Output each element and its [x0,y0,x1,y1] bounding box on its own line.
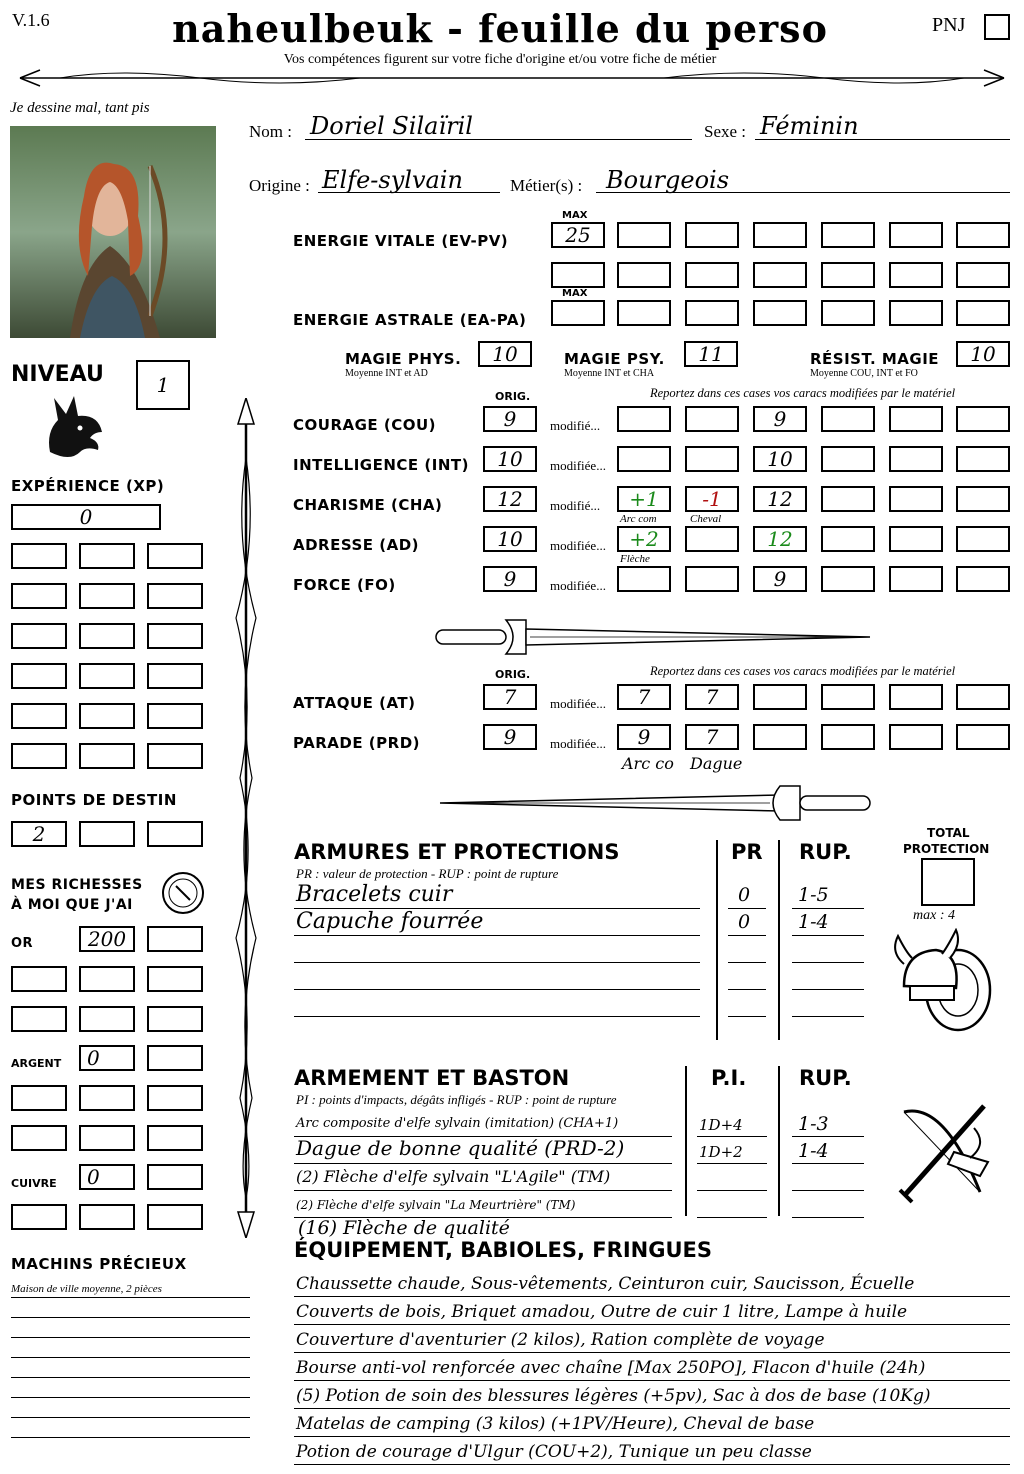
armor-row-line [294,935,700,936]
weapon-pi-line [697,1190,767,1191]
wealth-box[interactable] [11,1006,67,1032]
weapons-col-divider-2 [778,1066,780,1216]
combat-orig-label: ORIG. [495,668,531,681]
ev-box[interactable] [821,262,875,288]
stat-mod-box[interactable] [753,566,807,592]
combat-mod-value: 9 [637,725,651,749]
combat-orig-value: 9 [503,725,517,749]
wealth-box[interactable] [147,1006,203,1032]
argent-label: ARGENT [11,1057,62,1070]
armor-row-line [294,989,700,990]
ea-label: ENERGIE ASTRALE (EA-PA) [293,311,527,329]
total-protection-box[interactable] [921,858,975,906]
ea-box[interactable] [821,300,875,326]
stat-mod-box[interactable] [685,406,739,432]
magic-phys-sub: Moyenne INT et AD [345,368,428,379]
armor-pr-line [728,1016,766,1017]
stat-mod-value: -1 [702,487,722,511]
stat-orig-box[interactable] [483,566,537,592]
weapon-rup-line [792,1136,864,1137]
combat-mod-box[interactable] [956,684,1010,710]
precious-line [11,1297,250,1298]
wealth-label-line1: MES RICHESSES [11,877,143,893]
armor-item-pr[interactable]: 0 [738,884,751,906]
precious-line [11,1417,250,1418]
destiny-box-3[interactable] [147,821,203,847]
ev-box[interactable] [617,222,671,248]
sheet-title: naheulbeuk - feuille du perso [172,6,828,51]
sex-value[interactable]: Féminin [760,112,859,140]
name-label: Nom : [249,122,292,141]
combat-mod-box[interactable] [753,724,807,750]
weapon-item-rup[interactable]: 1-4 [798,1140,829,1162]
crossed-weapons-icon [884,1092,1000,1216]
sex-underline [755,139,1010,140]
stat-mod-box[interactable] [617,406,671,432]
stat-mod-value: 10 [767,447,793,471]
equipment-line [294,1436,1010,1437]
ev-box[interactable] [551,262,605,288]
combat-mod-box[interactable] [821,684,875,710]
wealth-box[interactable] [11,1085,67,1111]
stat-mod-box[interactable] [956,526,1010,552]
argent-value: 0 [87,1046,100,1070]
combat-modified-label: modifiée... [550,736,606,751]
weapon-item-name[interactable]: Arc composite d'elfe sylvain (imitation) (CHA+1) [296,1116,619,1131]
stat-mod-box[interactable] [685,526,739,552]
job-label: Métier(s) : [510,176,583,195]
combat-mod-box[interactable] [821,724,875,750]
pnj-label: PNJ [932,14,966,36]
weapon-item-name[interactable]: (2) Flèche d'elfe sylvain "La Meurtrière" (TM) [296,1198,576,1212]
magic-phys-label: MAGIE PHYS. [345,350,462,368]
ev-label: ENERGIE VITALE (EV-PV) [293,232,509,250]
combat-mod-value: 7 [637,685,651,709]
destiny-box-1[interactable] [11,821,67,847]
stat-orig-box[interactable] [483,446,537,472]
combat-mod-box[interactable] [685,724,739,750]
weapon-rup-line [792,1163,864,1164]
wealth-box[interactable] [79,966,135,992]
xp-box[interactable] [11,663,67,689]
destiny-label: POINTS DE DESTIN [11,791,177,809]
ev-max-value: 25 [565,223,591,247]
armor-rup-line [792,962,864,963]
armor-row-line [294,962,700,963]
armor-item-pr[interactable]: 0 [738,911,751,933]
stat-orig-value: 10 [497,447,523,471]
portrait-caption: Je dessine mal, tant pis [10,100,150,116]
armor-title: ARMURES ET PROTECTIONS [294,840,620,864]
wealth-box[interactable] [11,1125,67,1151]
combat-mod-value: 7 [705,725,719,749]
equipment-line [294,1296,1010,1297]
level-label: NIVEAU [11,362,104,387]
xp-box[interactable] [79,583,135,609]
weapon-row-line [294,1163,672,1164]
wealth-box[interactable] [79,1125,135,1151]
armor-row-line [294,1016,700,1017]
stat-mod-box[interactable] [821,566,875,592]
xp-box[interactable] [147,583,203,609]
precious-line [11,1317,250,1318]
ea-max-label: MAX [562,288,588,299]
stat-mod-box[interactable] [956,406,1010,432]
wealth-box[interactable] [147,966,203,992]
xp-label: EXPÉRIENCE (XP) [11,477,165,495]
wealth-box[interactable] [79,1204,135,1230]
equipment-item[interactable]: Potion de courage d'Ulgur (COU+2), Tunique un peu classe [296,1442,812,1462]
armor-pr-line [728,962,766,963]
equipment-item[interactable]: Couverts de bois, Briquet amadou, Outre de cuir 1 litre, Lampe à huile [296,1302,908,1322]
destiny-box-2[interactable] [79,821,135,847]
weapon-pi-line [697,1217,767,1218]
weapon-pi-line [697,1163,767,1164]
name-value[interactable]: Doriel Silaïril [310,112,473,140]
stat-orig-box[interactable] [483,526,537,552]
ea-box[interactable] [889,300,943,326]
coin-icon [160,870,206,916]
armor-item-rup[interactable]: 1-4 [798,911,829,933]
combat-orig-box[interactable] [483,684,537,710]
equipment-line [294,1408,1010,1409]
ea-box[interactable] [956,300,1010,326]
ev-max-label: MAX [562,210,588,221]
stat-mod-box[interactable] [821,406,875,432]
equipment-line [294,1380,1010,1381]
precious-line [11,1357,250,1358]
armor-item-name[interactable]: Capuche fourrée [296,909,484,934]
combat-mod-box[interactable] [956,724,1010,750]
dragon-head-icon [40,392,108,464]
armor-rup-line [792,989,864,990]
ev-box[interactable] [821,222,875,248]
combat-modified-label: modifiée... [550,696,606,711]
wealth-box[interactable] [147,1204,203,1230]
stat-orig-box[interactable] [483,486,537,512]
armor-rup-line [792,935,864,936]
weapon-item-name[interactable]: Dague de bonne qualité (PRD-2) [296,1136,625,1160]
armor-col-divider-1 [716,840,718,1040]
equipment-item[interactable]: Matelas de camping (3 kilos) (+1PV/Heure), Cheval de base [296,1414,815,1434]
xp-box[interactable] [11,743,67,769]
total-protection-max: max : 4 [913,908,955,923]
weapon-rup-line [792,1190,864,1191]
weapons-title: ARMEMENT ET BASTON [294,1066,570,1090]
stat-mod-value: +2 [629,527,659,551]
armor-item-rup[interactable]: 1-5 [798,884,829,906]
argent-box[interactable] [79,1045,135,1071]
wealth-box[interactable] [147,1085,203,1111]
stat-mod-box[interactable] [753,486,807,512]
stat-mod-box[interactable] [889,566,943,592]
stat-mod-box[interactable] [956,566,1010,592]
stat-mod-box[interactable] [889,526,943,552]
weapon-item-pi[interactable]: 1D+2 [699,1143,743,1161]
stat-mod-box[interactable] [617,566,671,592]
stat-label: INTELLIGENCE (INT) [293,456,469,474]
xp-value: 0 [79,505,93,529]
stat-label: FORCE (FO) [293,576,396,594]
weapons-col-divider-1 [685,1066,687,1216]
xp-main-box[interactable] [11,504,161,530]
pnj-checkbox[interactable] [984,14,1010,40]
ev-box[interactable] [685,262,739,288]
cuivre-box[interactable] [79,1164,135,1190]
stat-mod-value: +1 [629,487,659,511]
stat-mod-box[interactable] [821,446,875,472]
xp-box[interactable] [79,743,135,769]
ev-max-box[interactable] [551,222,605,248]
stat-mod-box[interactable] [889,406,943,432]
stat-mod-note: Cheval [690,513,722,525]
precious-line [11,1397,250,1398]
xp-box[interactable] [147,543,203,569]
weapon-item-name[interactable]: (2) Flèche d'elfe sylvain "L'Agile" (TM) [296,1167,611,1186]
magic-resist-sub: Moyenne COU, INT et FO [810,368,918,379]
ev-box[interactable] [685,222,739,248]
stat-mod-box[interactable] [685,486,739,512]
stat-modified-label: modifiée... [550,578,606,593]
armor-pr-line [728,935,766,936]
header-arrow-divider [0,66,1024,90]
stat-orig-value: 10 [497,527,523,551]
ea-box[interactable] [617,300,671,326]
job-underline [596,192,1010,193]
weapon-rup-line [792,1217,864,1218]
job-value[interactable]: Bourgeois [606,166,730,194]
combat-mod-value: 7 [705,685,719,709]
helmet-shield-icon [890,928,1000,1038]
weapons-rup-header: RUP. [799,1066,852,1090]
weapon-item-name[interactable]: (16) Flèche de qualité [298,1217,510,1239]
equipment-item[interactable]: Bourse anti-vol renforcée avec chaîne [Max 250PO], Flacon d'huile (24h) [296,1358,926,1378]
version-label: V.1.6 [12,10,50,30]
stat-mod-value: 12 [767,487,793,511]
wealth-box[interactable] [11,1204,67,1230]
combat-label: PARADE (PRD) [293,734,421,752]
wealth-box[interactable] [147,1125,203,1151]
magic-phys-box[interactable] [478,341,532,367]
stat-mod-box[interactable] [753,526,807,552]
xp-box[interactable] [147,743,203,769]
armor-col-divider-2 [778,840,780,1040]
level-box[interactable] [136,360,190,410]
xp-box[interactable] [11,703,67,729]
equipment-line [294,1324,1010,1325]
wealth-box[interactable] [147,926,203,952]
or-label: OR [11,936,34,951]
stat-orig-box[interactable] [483,406,537,432]
origin-value[interactable]: Elfe-sylvain [322,166,463,194]
stat-modified-label: modifiée... [550,458,606,473]
magic-resist-label: RÉSIST. MAGIE [810,350,940,368]
sword-decoration-bottom [430,778,880,828]
destiny-value: 2 [32,822,46,846]
stat-label: ADRESSE (AD) [293,536,420,554]
total-protection-label-1: TOTAL [927,826,970,840]
stat-label: COURAGE (COU) [293,416,437,434]
xp-box[interactable] [79,543,135,569]
armor-rup-line [792,1016,864,1017]
combat-note-2: Dague [690,754,743,773]
stat-mod-value: 9 [773,407,787,431]
wealth-box[interactable] [11,966,67,992]
stat-mod-box[interactable] [889,446,943,472]
stat-label: CHARISME (CHA) [293,496,443,514]
xp-box[interactable] [79,623,135,649]
magic-psy-box[interactable] [684,341,738,367]
total-protection-label-2: PROTECTION [903,842,990,856]
precious-line [11,1337,250,1338]
combat-orig-value: 7 [503,685,517,709]
combat-orig-box[interactable] [483,724,537,750]
weapon-row-line [294,1190,672,1191]
cuivre-label: CUIVRE [11,1177,57,1190]
precious-line [11,1377,250,1378]
armor-pr-line [728,989,766,990]
xp-box[interactable] [11,623,67,649]
equipment-line [294,1464,1010,1465]
equipment-line [294,1352,1010,1353]
stat-mod-note: Flèche [620,553,650,565]
magic-psy-sub: Moyenne INT et CHA [564,368,655,379]
wealth-box[interactable] [147,1045,203,1071]
or-value: 200 [87,927,127,951]
armor-subtitle: PR : valeur de protection - RUP : point de rupture [296,866,559,881]
ev-box[interactable] [956,222,1010,248]
level-value: 1 [156,373,170,397]
weapon-item-rup[interactable]: 1-3 [798,1113,829,1135]
combat-mod-box[interactable] [617,724,671,750]
magic-resist-value: 10 [970,342,996,366]
sword-decoration-top [430,612,880,662]
wealth-box[interactable] [79,1006,135,1032]
stat-mod-box[interactable] [685,446,739,472]
precious-item-1[interactable]: Maison de ville moyenne, 2 pièces [11,1283,162,1295]
equipment-item[interactable]: (5) Potion de soin des blessures légères (+5pv), Sac à dos de base (10Kg) [296,1386,931,1406]
weapons-subtitle: PI : points d'impacts, dégâts infligés - RUP : point de rupture [296,1092,617,1107]
stat-mod-value: 12 [767,527,793,551]
stat-mod-box[interactable] [753,406,807,432]
equipment-title: ÉQUIPEMENT, BABIOLES, FRINGUES [294,1238,712,1262]
stat-mod-box[interactable] [617,526,671,552]
weapons-pi-header: P.I. [711,1066,747,1090]
equipment-item[interactable]: Chaussette chaude, Sous-vêtements, Ceinturon cuir, Saucisson, Écuelle [296,1274,915,1294]
ea-box[interactable] [685,300,739,326]
magic-psy-value: 11 [698,342,724,366]
stat-mod-box[interactable] [956,486,1010,512]
xp-box[interactable] [147,703,203,729]
stat-mod-value: 9 [773,567,787,591]
stat-mod-note: Arc com [620,513,657,525]
armor-pr-header: PR [731,840,763,864]
armor-rup-line [792,908,864,909]
character-portrait [10,126,216,338]
staff-decoration [228,398,264,1238]
combat-mod-box[interactable] [889,684,943,710]
ea-box[interactable] [753,300,807,326]
magic-phys-value: 10 [492,342,518,366]
stat-mod-box[interactable] [685,566,739,592]
sheet-subtitle: Vos compétences figurent sur votre fiche d'origine et/ou votre fiche de métier [283,52,717,67]
name-underline [305,139,692,140]
stat-modified-label: modifiée... [550,538,606,553]
combat-mod-box[interactable] [617,684,671,710]
origin-underline [318,192,500,193]
ev-box[interactable] [889,262,943,288]
stat-orig-value: 9 [503,407,517,431]
stat-mod-box[interactable] [617,486,671,512]
magic-resist-box[interactable] [956,341,1010,367]
stat-orig-value: 12 [497,487,523,511]
equipment-item[interactable]: Couverture d'aventurier (2 kilos), Ration complète de voyage [296,1330,825,1350]
precious-line [11,1437,250,1438]
stat-modified-label: modifié... [550,418,601,433]
origin-label: Origine : [249,176,310,195]
stat-mod-box[interactable] [821,486,875,512]
stats-report-note: Reportez dans ces cases vos caracs modifiées par le matériel [650,386,956,400]
combat-mod-box[interactable] [753,684,807,710]
stats-orig-label: ORIG. [495,390,531,403]
ev-box[interactable] [617,262,671,288]
xp-box[interactable] [11,583,67,609]
combat-note-1: Arc co [622,754,674,773]
xp-box[interactable] [11,543,67,569]
combat-mod-box[interactable] [685,684,739,710]
xp-box[interactable] [147,623,203,649]
weapon-item-pi[interactable]: 1D+4 [699,1116,743,1134]
ea-max-box[interactable] [551,300,605,326]
combat-mod-box[interactable] [889,724,943,750]
stat-mod-box[interactable] [821,526,875,552]
combat-label: ATTAQUE (AT) [293,694,416,712]
stat-modified-label: modifié... [550,498,601,513]
weapon-pi-line [697,1136,767,1137]
ev-box[interactable] [753,222,807,248]
or-box[interactable] [79,926,135,952]
stat-mod-box[interactable] [617,446,671,472]
wealth-label-line2: À MOI QUE J'AI [11,897,133,913]
combat-report-note: Reportez dans ces cases vos caracs modifiées par le matériel [650,664,956,678]
wealth-box[interactable] [79,1085,135,1111]
stat-orig-value: 9 [503,567,517,591]
xp-box[interactable] [147,663,203,689]
cuivre-value: 0 [87,1165,100,1189]
armor-rup-header: RUP. [799,840,852,864]
precious-label: MACHINS PRÉCIEUX [11,1255,187,1273]
armor-pr-line [728,908,766,909]
xp-box[interactable] [79,703,135,729]
sex-label: Sexe : [704,122,747,141]
magic-psy-label: MAGIE PSY. [564,350,665,368]
armor-item-name[interactable]: Bracelets cuir [296,882,453,907]
ev-box[interactable] [956,262,1010,288]
stat-mod-box[interactable] [753,446,807,472]
stat-mod-box[interactable] [889,486,943,512]
ev-box[interactable] [889,222,943,248]
xp-box[interactable] [79,663,135,689]
wealth-box[interactable] [147,1164,203,1190]
stat-mod-box[interactable] [956,446,1010,472]
ev-box[interactable] [753,262,807,288]
